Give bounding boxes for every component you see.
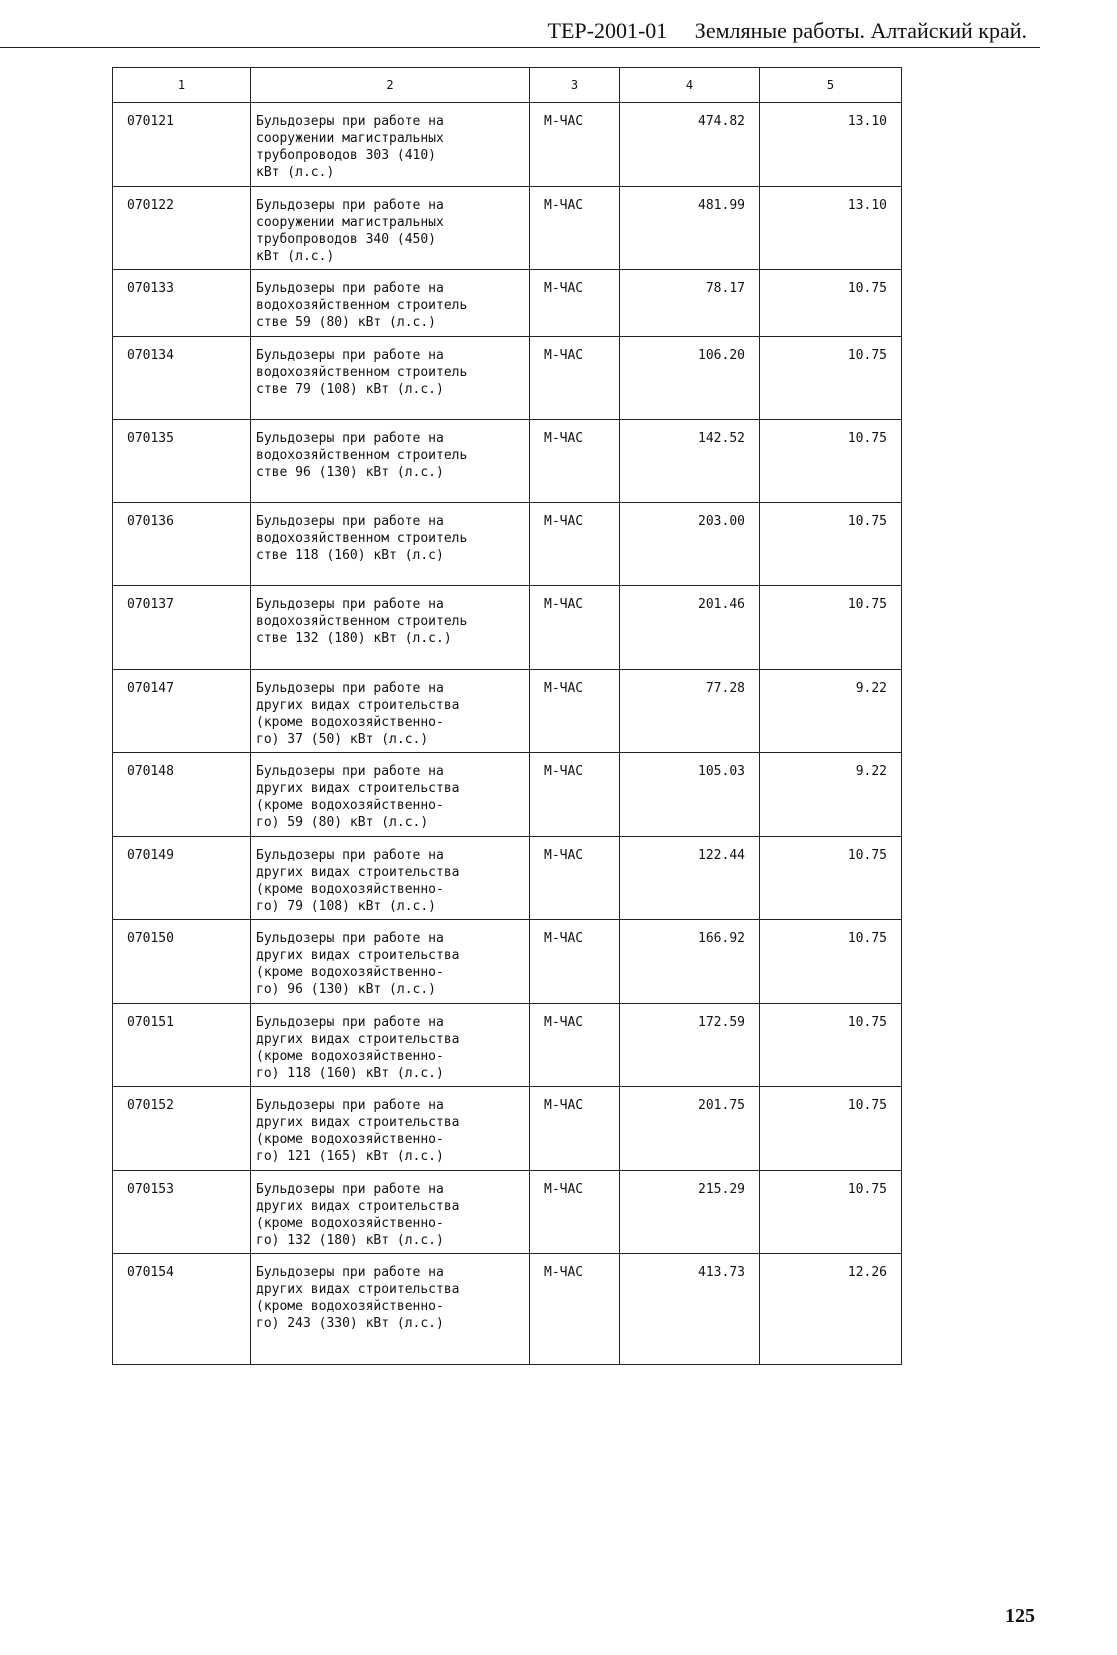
row-code: 070136: [113, 503, 251, 586]
column-header: 4: [620, 68, 760, 103]
description-line: (кроме водохозяйственно-: [256, 1216, 444, 1231]
header-rule: [0, 47, 1040, 48]
description-line: стве 118 (160) кВт (л.с): [256, 548, 444, 563]
description-line: водохозяйственном строитель: [256, 614, 468, 629]
row-code: 070149: [113, 837, 251, 920]
row-code: 070137: [113, 586, 251, 670]
description-line: сооружении магистральных: [256, 131, 444, 146]
row-price: 215.29: [620, 1171, 760, 1254]
description-line: Бульдозеры при работе на: [256, 1015, 444, 1030]
table-row: [113, 920, 902, 1004]
row-description: [251, 1004, 530, 1087]
description-line: (кроме водохозяйственно-: [256, 882, 444, 897]
row-wage: 10.75: [760, 1171, 902, 1254]
row-description: [251, 337, 530, 420]
row-wage: 10.75: [760, 586, 902, 670]
row-wage: 9.22: [760, 670, 902, 753]
row-unit: М-ЧАС: [530, 503, 620, 586]
description-line: (кроме водохозяйственно-: [256, 1132, 444, 1147]
description-line: (кроме водохозяйственно-: [256, 965, 444, 980]
description-line: водохозяйственном строитель: [256, 365, 468, 380]
description-line: (кроме водохозяйственно-: [256, 798, 444, 813]
description-line: стве 79 (108) кВт (л.с.): [256, 382, 444, 397]
description-line: Бульдозеры при работе на: [256, 931, 444, 946]
description-line: трубопроводов 303 (410): [256, 148, 437, 163]
row-wage: 12.26: [760, 1254, 902, 1365]
description-line: стве 59 (80) кВт (л.с.): [256, 315, 437, 330]
row-wage: 13.10: [760, 187, 902, 270]
description-line: водохозяйственном строитель: [256, 448, 468, 463]
description-line: кВт (л.с.): [256, 165, 335, 180]
description-line: го) 59 (80) кВт (л.с.): [256, 815, 429, 830]
description-line: других видах строительства: [256, 1282, 460, 1297]
document-title: Земляные работы. Алтайский край.: [694, 18, 1027, 43]
row-wage: 10.75: [760, 337, 902, 420]
description-line: го) 37 (50) кВт (л.с.): [256, 732, 429, 747]
description-line: других видах строительства: [256, 781, 460, 796]
description-line: Бульдозеры при работе на: [256, 681, 444, 696]
table-row: [113, 103, 902, 187]
description-line: Бульдозеры при работе на: [256, 1098, 444, 1113]
description-line: сооружении магистральных: [256, 215, 444, 230]
price-table: [112, 67, 902, 1365]
description-line: Бульдозеры при работе на: [256, 1265, 444, 1280]
description-line: Бульдозеры при работе на: [256, 348, 444, 363]
row-description: [251, 1254, 530, 1365]
row-description: [251, 1087, 530, 1171]
table-body: [113, 103, 902, 1365]
column-header: 1: [113, 68, 251, 103]
row-code: 070121: [113, 103, 251, 187]
table-row: [113, 503, 902, 586]
row-unit: М-ЧАС: [530, 337, 620, 420]
row-price: 77.28: [620, 670, 760, 753]
row-description: [251, 586, 530, 670]
description-line: Бульдозеры при работе на: [256, 1182, 444, 1197]
row-price: 122.44: [620, 837, 760, 920]
row-price: 201.75: [620, 1087, 760, 1171]
description-line: го) 96 (130) кВт (л.с.): [256, 982, 437, 997]
description-line: Бульдозеры при работе на: [256, 764, 444, 779]
description-line: трубопроводов 340 (450): [256, 232, 437, 247]
row-description: [251, 270, 530, 337]
row-price: 203.00: [620, 503, 760, 586]
page-number: 125: [1005, 1605, 1035, 1627]
row-code: 070151: [113, 1004, 251, 1087]
description-line: (кроме водохозяйственно-: [256, 1049, 444, 1064]
description-line: (кроме водохозяйственно-: [256, 715, 444, 730]
table-row: [113, 270, 902, 337]
description-line: Бульдозеры при работе на: [256, 198, 444, 213]
description-line: го) 243 (330) кВт (л.с.): [256, 1316, 444, 1331]
row-unit: М-ЧАС: [530, 1087, 620, 1171]
row-code: 070147: [113, 670, 251, 753]
table-row: [113, 837, 902, 920]
description-line: других видах строительства: [256, 1199, 460, 1214]
table-row: [113, 187, 902, 270]
table-row: [113, 753, 902, 837]
row-price: 105.03: [620, 753, 760, 837]
row-unit: М-ЧАС: [530, 420, 620, 503]
column-header: 2: [251, 68, 530, 103]
description-line: других видах строительства: [256, 865, 460, 880]
description-line: водохозяйственном строитель: [256, 298, 468, 313]
description-line: стве 132 (180) кВт (л.с.): [256, 631, 452, 646]
table-row: [113, 1087, 902, 1171]
row-unit: М-ЧАС: [530, 837, 620, 920]
row-wage: 10.75: [760, 920, 902, 1004]
description-line: (кроме водохозяйственно-: [256, 1299, 444, 1314]
description-line: Бульдозеры при работе на: [256, 431, 444, 446]
description-line: го) 121 (165) кВт (л.с.): [256, 1149, 444, 1164]
row-unit: М-ЧАС: [530, 103, 620, 187]
table-row: [113, 420, 902, 503]
description-line: водохозяйственном строитель: [256, 531, 468, 546]
row-code: 070122: [113, 187, 251, 270]
description-line: Бульдозеры при работе на: [256, 597, 444, 612]
description-line: других видах строительства: [256, 1115, 460, 1130]
table-row: [113, 670, 902, 753]
row-unit: М-ЧАС: [530, 920, 620, 1004]
row-wage: 9.22: [760, 753, 902, 837]
table-row: [113, 1254, 902, 1365]
row-price: 413.73: [620, 1254, 760, 1365]
row-wage: 10.75: [760, 420, 902, 503]
row-wage: 10.75: [760, 1004, 902, 1087]
row-price: 481.99: [620, 187, 760, 270]
row-unit: М-ЧАС: [530, 1171, 620, 1254]
column-header: 5: [760, 68, 902, 103]
description-line: го) 132 (180) кВт (л.с.): [256, 1233, 444, 1248]
row-wage: 10.75: [760, 1087, 902, 1171]
description-line: других видах строительства: [256, 1032, 460, 1047]
page-header: [548, 18, 1027, 44]
row-wage: 10.75: [760, 837, 902, 920]
document-code: ТЕР-2001-01: [547, 18, 668, 43]
row-code: 070135: [113, 420, 251, 503]
row-code: 070154: [113, 1254, 251, 1365]
row-price: 142.52: [620, 420, 760, 503]
row-unit: М-ЧАС: [530, 753, 620, 837]
row-wage: 13.10: [760, 103, 902, 187]
description-line: го) 79 (108) кВт (л.с.): [256, 899, 437, 914]
row-code: 070153: [113, 1171, 251, 1254]
column-header-row: [113, 68, 902, 103]
description-line: Бульдозеры при работе на: [256, 281, 444, 296]
row-unit: М-ЧАС: [530, 586, 620, 670]
row-description: [251, 753, 530, 837]
row-unit: М-ЧАС: [530, 270, 620, 337]
row-price: 166.92: [620, 920, 760, 1004]
row-description: [251, 837, 530, 920]
row-price: 172.59: [620, 1004, 760, 1087]
row-unit: М-ЧАС: [530, 187, 620, 270]
description-line: Бульдозеры при работе на: [256, 114, 444, 129]
description-line: Бульдозеры при работе на: [256, 514, 444, 529]
row-description: [251, 420, 530, 503]
row-code: 070152: [113, 1087, 251, 1171]
row-description: [251, 1171, 530, 1254]
description-line: Бульдозеры при работе на: [256, 848, 444, 863]
description-line: го) 118 (160) кВт (л.с.): [256, 1066, 444, 1081]
description-line: других видах строительства: [256, 698, 460, 713]
description-line: кВт (л.с.): [256, 249, 335, 264]
row-code: 070133: [113, 270, 251, 337]
row-code: 070134: [113, 337, 251, 420]
row-unit: М-ЧАС: [530, 1004, 620, 1087]
row-description: [251, 503, 530, 586]
table-row: [113, 586, 902, 670]
column-header: 3: [530, 68, 620, 103]
row-code: 070150: [113, 920, 251, 1004]
description-line: других видах строительства: [256, 948, 460, 963]
row-price: 106.20: [620, 337, 760, 420]
row-price: 201.46: [620, 586, 760, 670]
row-description: [251, 670, 530, 753]
row-description: [251, 103, 530, 187]
row-wage: 10.75: [760, 270, 902, 337]
description-line: стве 96 (130) кВт (л.с.): [256, 465, 444, 480]
row-price: 78.17: [620, 270, 760, 337]
row-code: 070148: [113, 753, 251, 837]
row-price: 474.82: [620, 103, 760, 187]
table-row: [113, 1171, 902, 1254]
row-unit: М-ЧАС: [530, 670, 620, 753]
row-description: [251, 187, 530, 270]
table-row: [113, 337, 902, 420]
row-unit: М-ЧАС: [530, 1254, 620, 1365]
table-row: [113, 1004, 902, 1087]
row-wage: 10.75: [760, 503, 902, 586]
row-description: [251, 920, 530, 1004]
